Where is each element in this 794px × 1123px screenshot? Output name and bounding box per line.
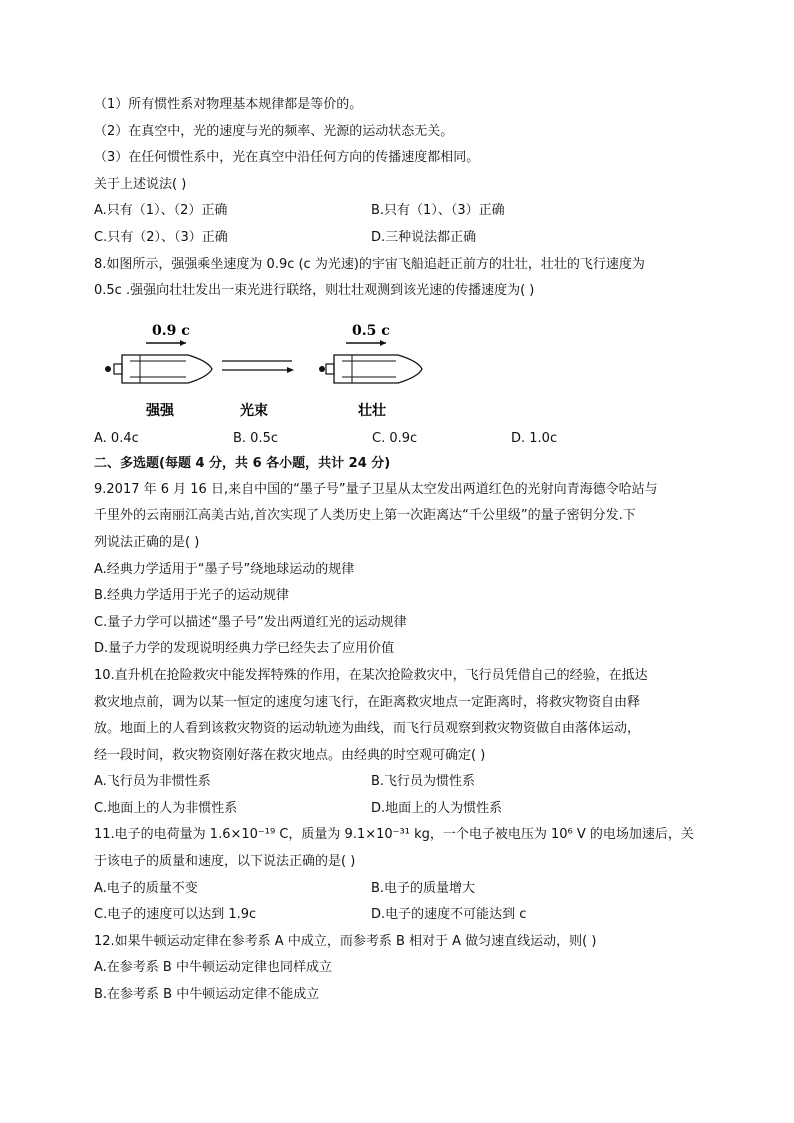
q8-option-a: A. 0.4c — [94, 430, 139, 446]
left-speed-label: 0.9 c — [152, 322, 190, 339]
section-2-heading: 二、多选题(每题 4 分，共 6 各小题，共计 24 分) — [94, 455, 391, 471]
q11-line-1: 11.电子的电荷量为 1.6×10⁻¹⁹ C，质量为 9.1×10⁻³¹ kg，一个电子被电压为 10⁶ V 的电场加速后，关 — [94, 827, 694, 843]
q10-line-1: 10.直升机在抢险救灾中能发挥特殊的作用，在某次抢险救灾中，飞行员凭借自己的经验，在抵达 — [94, 667, 648, 683]
q8-option-c: C. 0.9c — [372, 430, 418, 446]
q11-options-row-1 — [94, 876, 704, 903]
q9-option-d: D.量子力学的发现说明经典力学已经失去了应用价值 — [94, 641, 395, 657]
q11-options-row-2 — [94, 902, 704, 929]
q11-option-d: D.电子的速度不可能达到 c — [371, 907, 527, 923]
q8-stem-line-1: 8.如图所示，强强乘坐速度为 0.9c (c 为光速)的宇宙飞船追赶正前方的壮壮，壮壮的飞行速度为 — [94, 256, 645, 272]
q12-stem: 12.如果牛顿运动定律在参考系 A 中成立，而参考系 B 相对于 A 做匀速直线运动，则( ) — [94, 933, 597, 949]
q8-stem-line-2: 0.5c .强强向壮壮发出一束光进行联络，则壮壮观测到该光速的传播速度为( ) — [94, 283, 535, 299]
q9-option-b: B.经典力学适用于光子的运动规律 — [94, 588, 290, 604]
spaceship-diagram — [100, 319, 430, 427]
right-spaceship-icon — [319, 355, 422, 383]
q7-stem: 关于上述说法( ) — [94, 176, 187, 192]
exam-page — [94, 92, 704, 1009]
q12-option-b: B.在参考系 B 中牛顿运动定律不能成立 — [94, 987, 320, 1003]
q7-option-b: B.只有（1）、（3）正确 — [371, 203, 505, 219]
left-spaceship-icon — [105, 355, 212, 383]
q8-figure — [94, 319, 704, 427]
statement-1: （1）所有惯性系对物理基本规律都是等价的。 — [94, 97, 363, 112]
q10-line-2: 救灾地点前，调为以某一恒定的速度匀速飞行，在距离救灾地点一定距离时，将救灾物资自由释 — [94, 694, 641, 710]
right-speed-arrowhead — [380, 340, 386, 346]
zhuangzhuang-label: 壮壮 — [358, 402, 386, 419]
beam-arrowhead — [287, 367, 294, 373]
q10-option-b: B.飞行员为惯性系 — [371, 774, 476, 790]
statement-3: （3）在任何惯性系中，光在真空中沿任何方向的传播速度都相同。 — [94, 150, 480, 166]
q9-option-c: C.量子力学可以描述“墨子号”发出两道红光的运动规律 — [94, 614, 407, 630]
q9-line-2: 千里外的云南丽江高美古站,首次实现了人类历史上第一次距离达“千公里级”的量子密钥分发.下 — [94, 508, 636, 524]
right-speed-label: 0.5 c — [352, 322, 390, 339]
left-speed-arrowhead — [180, 340, 186, 346]
q8-option-d: D. 1.0c — [511, 430, 558, 446]
q10-option-c: C.地面上的人为非惯性系 — [94, 800, 238, 816]
q9-option-a: A.经典力学适用于“墨子号”绕地球运动的规律 — [94, 561, 355, 577]
q7-options-row-1 — [94, 198, 704, 225]
q7-options-row-2 — [94, 225, 704, 252]
beam-label: 光束 — [240, 402, 268, 419]
qiangqiang-label: 强强 — [146, 402, 174, 419]
q10-line-3: 放。地面上的人看到该救灾物资的运动轨迹为曲线，而飞行员观察到救灾物资做自由落体运动， — [94, 721, 641, 737]
q9-line-3: 列说法正确的是( ) — [94, 534, 200, 550]
q10-option-d: D.地面上的人为惯性系 — [371, 800, 503, 816]
statement-2: （2）在真空中，光的速度与光的频率、光源的运动状态无关。 — [94, 123, 454, 139]
q10-line-4: 经一段时间，救灾物资刚好落在救灾地点。由经典的时空观可确定( ) — [94, 747, 486, 763]
q11-line-2: 于该电子的质量和速度，以下说法正确的是( ) — [94, 854, 356, 870]
q7-option-a: A.只有（1）、（2）正确 — [94, 203, 228, 219]
q11-option-b: B.电子的质量增大 — [371, 880, 476, 896]
q12-option-a: A.在参考系 B 中牛顿运动定律也同样成立 — [94, 960, 332, 976]
q10-options-row-1 — [94, 769, 704, 796]
q11-option-c: C.电子的速度可以达到 1.9c — [94, 907, 257, 923]
q8-options — [94, 427, 704, 451]
q8-option-b: B. 0.5c — [233, 430, 279, 446]
q9-line-1: 9.2017 年 6 月 16 日,来自中国的“墨子号”量子卫星从太空发出两道红色的光射向青海德令哈站与 — [94, 481, 658, 497]
q7-option-d: D.三种说法都正确 — [371, 229, 477, 245]
q11-option-a: A.电子的质量不变 — [94, 880, 198, 896]
q10-options-row-2 — [94, 796, 704, 823]
q10-option-a: A.飞行员为非惯性系 — [94, 774, 211, 790]
q7-option-c: C.只有（2）、（3）正确 — [94, 229, 228, 245]
